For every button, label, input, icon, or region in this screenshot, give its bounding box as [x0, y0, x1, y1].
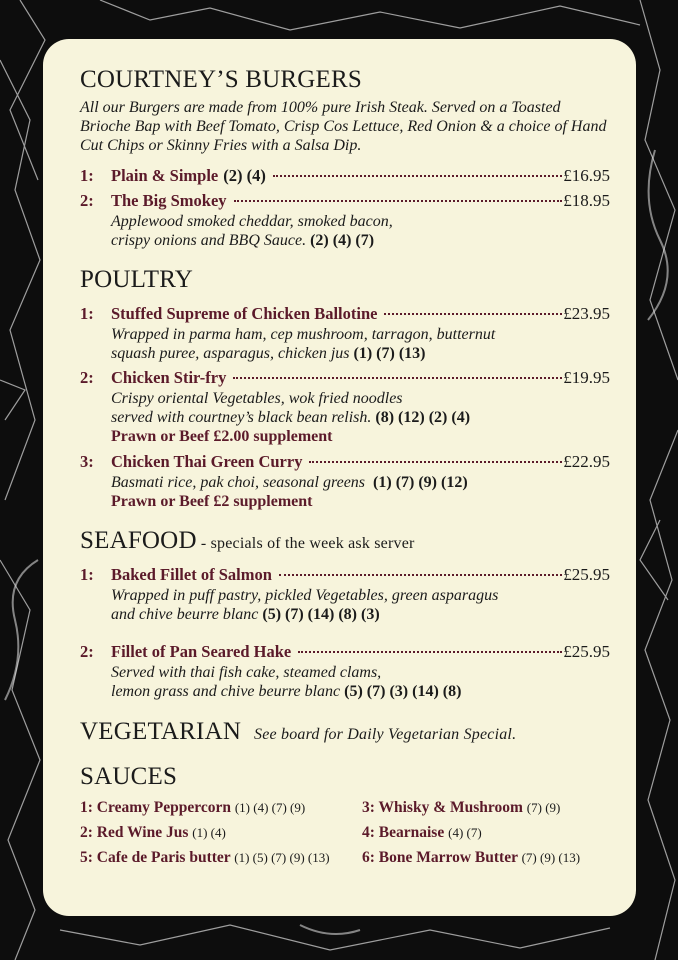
- burgers-section: [80, 65, 610, 250]
- poultry-item: [80, 367, 610, 447]
- sauce-name: 6: Bone Marrow Butter: [362, 849, 518, 866]
- dot-leader: [279, 574, 562, 576]
- description-line: Served with thai fish cake, steamed clams,: [111, 664, 382, 681]
- description-line: lemon grass and chive beurre blanc: [111, 683, 341, 700]
- sauce-name: 5: Cafe de Paris butter: [80, 849, 231, 866]
- sauces-section: [80, 762, 610, 868]
- description-line: and chive beurre blanc: [111, 606, 259, 623]
- sauce-item: [80, 847, 362, 868]
- item-allergens: (5) (7) (14) (8) (3): [262, 606, 380, 623]
- sauce-item: [80, 822, 362, 843]
- sauce-name: 4: Bearnaise: [362, 824, 445, 841]
- item-number: 2:: [80, 191, 94, 210]
- item-description: [111, 473, 610, 492]
- menu-card: [43, 39, 636, 916]
- sauces-list: [80, 797, 610, 868]
- item-price: £16.95: [563, 166, 610, 185]
- description-line: Wrapped in parma ham, cep mushroom, tarragon, butternut: [111, 326, 496, 343]
- item-allergens: (5) (7) (3) (14) (8): [344, 683, 462, 700]
- item-name: Chicken Thai Green Curry: [111, 452, 303, 471]
- description-line: Wrapped in puff pastry, pickled Vegetables, green asparagus: [111, 587, 499, 604]
- item-price: £23.95: [563, 304, 610, 323]
- sauce-allergens: (4) (7): [448, 825, 482, 840]
- poultry-item: [80, 451, 610, 512]
- item-name: The Big Smokey: [111, 191, 227, 210]
- item-number: 1:: [80, 166, 94, 185]
- description-line: squash puree, asparagus, chicken jus: [111, 345, 350, 362]
- item-allergens: (2) (4) (7): [310, 232, 375, 249]
- item-price: £25.95: [563, 642, 610, 661]
- burgers-title: COURTNEY’S BURGERS: [80, 66, 362, 93]
- item-allergens: (1) (7) (13): [353, 345, 426, 362]
- item-price: £19.95: [563, 368, 610, 387]
- item-name: Stuffed Supreme of Chicken Ballotine: [111, 304, 378, 323]
- sauce-item: [362, 822, 610, 843]
- sauce-item: [362, 847, 610, 868]
- burgers-intro: All our Burgers are made from 100% pure Irish Steak. Served on a Toasted Brioche Bap with Beef Tomato, Crisp Cos Lettuce, Red Onion & a choice of Hand Cut Chips or Skinny Fries with a Salsa Dip.: [80, 99, 607, 154]
- item-number: 2:: [80, 368, 94, 387]
- item-description: [111, 325, 610, 363]
- dot-leader: [273, 175, 562, 177]
- item-number: 1:: [80, 565, 94, 584]
- sauce-name: 3: Whisky & Mushroom: [362, 799, 523, 816]
- description-line: Applewood smoked cheddar, smoked bacon,: [111, 213, 393, 230]
- item-name: Plain & Simple: [111, 166, 219, 185]
- sauce-allergens: (7) (9) (13): [521, 850, 581, 865]
- description-line: served with courtney’s black bean relish.: [111, 409, 372, 426]
- poultry-item: [80, 303, 610, 363]
- sauce-name: 1: Creamy Peppercorn: [80, 799, 231, 816]
- seafood-item: [80, 564, 610, 624]
- item-price: £22.95: [563, 452, 610, 471]
- sauces-title: SAUCES: [80, 763, 178, 790]
- dot-leader: [384, 313, 562, 315]
- item-description: [111, 663, 610, 701]
- description-line: Crispy oriental Vegetables, wok fried noodles: [111, 390, 403, 407]
- item-number: 2:: [80, 642, 94, 661]
- item-name: Fillet of Pan Seared Hake: [111, 642, 292, 661]
- vegetarian-title: [80, 717, 610, 750]
- dot-leader: [309, 461, 562, 463]
- sauce-allergens: (1) (5) (7) (9) (13): [234, 850, 330, 865]
- dot-leader: [234, 200, 563, 202]
- seafood-title: [80, 526, 610, 559]
- dot-leader: [298, 651, 562, 653]
- seafood-item: [80, 641, 610, 701]
- description-line: Basmati rice, pak choi, seasonal greens: [111, 474, 366, 491]
- item-price: £25.95: [563, 565, 610, 584]
- description-line: crispy onions and BBQ Sauce.: [111, 232, 307, 249]
- burger-item: [80, 190, 610, 250]
- sauce-allergens: (7) (9): [526, 800, 561, 815]
- poultry-section: [80, 265, 610, 512]
- item-description: [111, 212, 610, 250]
- item-description: [111, 586, 610, 624]
- dot-leader: [233, 377, 562, 379]
- item-number: 3:: [80, 452, 94, 471]
- supplement-note: Prawn or Beef £2.00 supplement: [111, 428, 333, 445]
- sauce-item: [80, 797, 362, 818]
- item-name: Chicken Stir-fry: [111, 368, 227, 387]
- seafood-heading: SEAFOOD: [80, 527, 197, 554]
- supplement-note: Prawn or Beef £2 supplement: [111, 493, 313, 510]
- sauce-allergens: (1) (4): [192, 825, 226, 840]
- item-description: [111, 389, 610, 427]
- poultry-title: POULTRY: [80, 266, 194, 293]
- item-price: £18.95: [563, 191, 610, 210]
- item-allergens: (2) (4): [223, 166, 266, 185]
- seafood-section: [80, 526, 610, 701]
- vegetarian-note: See board for Daily Vegetarian Special.: [254, 726, 517, 743]
- sauce-allergens: (1) (4) (7) (9): [234, 800, 306, 815]
- item-number: 1:: [80, 304, 94, 323]
- item-allergens: (8) (12) (2) (4): [375, 409, 471, 426]
- seafood-note: - specials of the week ask server: [196, 535, 415, 552]
- sauce-name: 2: Red Wine Jus: [80, 824, 189, 841]
- item-allergens: (1) (7) (9) (12): [373, 474, 468, 491]
- item-name: Baked Fillet of Salmon: [111, 565, 272, 584]
- burger-item: [80, 165, 610, 187]
- vegetarian-heading: VEGETARIAN: [80, 718, 242, 745]
- vegetarian-section: [80, 717, 610, 750]
- sauce-item: [362, 797, 610, 818]
